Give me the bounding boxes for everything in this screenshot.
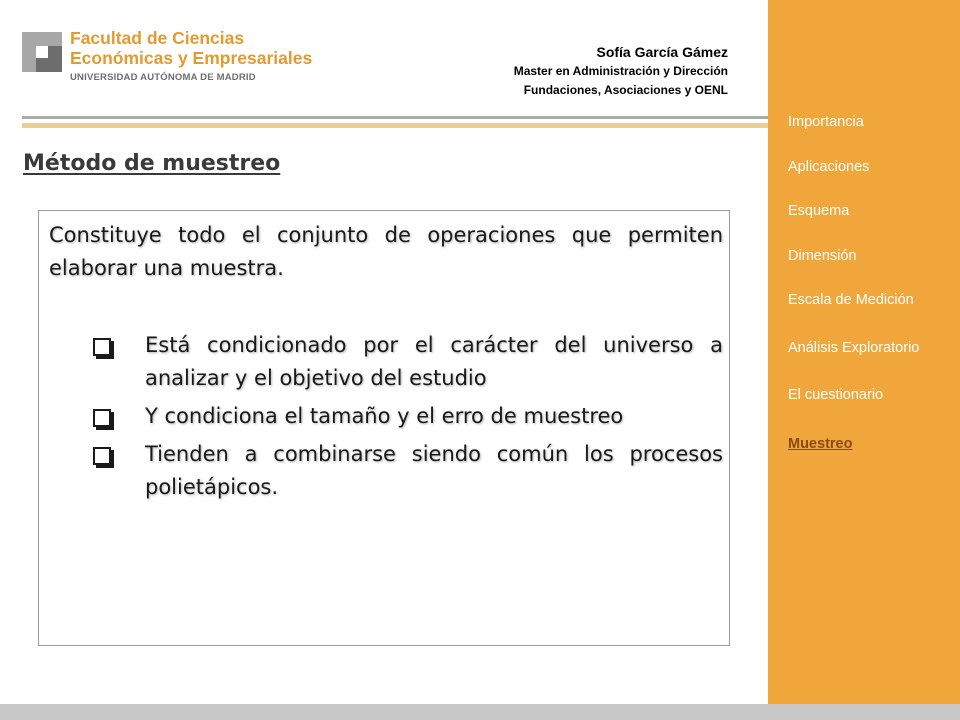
content-box bbox=[38, 210, 730, 646]
bullet-item bbox=[93, 329, 723, 395]
logo-text-line1: Facultad de Ciencias bbox=[70, 28, 245, 48]
sidebar-item-aplicaciones[interactable]: Aplicaciones bbox=[788, 159, 870, 175]
sidebar-nav bbox=[768, 0, 960, 704]
bullet-item bbox=[93, 438, 723, 504]
header-divider-gray bbox=[22, 116, 768, 119]
author-name: Sofía García Gámez bbox=[596, 44, 728, 60]
faculty-logo-mark-icon bbox=[22, 32, 62, 72]
bullet-list bbox=[93, 329, 723, 509]
author-block bbox=[514, 42, 728, 100]
logo-university-name: UNIVERSIDAD AUTÓNOMA DE MADRID bbox=[70, 72, 256, 83]
bullet-text: Tienden a combinarse siendo común los procesos polietápicos. bbox=[145, 442, 723, 499]
logo-text-line2: Económicas y Empresariales bbox=[70, 48, 313, 68]
sidebar-item-esquema[interactable]: Esquema bbox=[788, 203, 850, 219]
sidebar-item-el-cuestionario[interactable]: El cuestionario bbox=[788, 387, 884, 403]
intro-paragraph: Constituye todo el conjunto de operaciones que permiten elaborar una muestra. bbox=[49, 223, 723, 280]
sidebar-item-dimension[interactable]: Dimensión bbox=[788, 248, 857, 264]
bullet-text: Y condiciona el tamaño y el erro de muestreo bbox=[145, 404, 624, 428]
checkbox-bullet-icon bbox=[93, 409, 111, 427]
sidebar-item-analisis-exploratorio[interactable]: Análisis Exploratorio bbox=[788, 340, 920, 356]
slide-title: Método de muestreo bbox=[23, 151, 281, 176]
bullet-text: Está condicionado por el carácter del universo a analizar y el objetivo del estudio bbox=[145, 333, 723, 390]
sidebar-item-escala-de-medicion[interactable]: Escala de Medición bbox=[788, 292, 914, 308]
sidebar-item-muestreo[interactable]: Muestreo bbox=[788, 436, 853, 452]
checkbox-bullet-icon bbox=[93, 447, 111, 465]
faculty-logo bbox=[22, 28, 322, 98]
checkbox-bullet-icon bbox=[93, 338, 111, 356]
header-divider-tan bbox=[22, 123, 768, 128]
author-program-line1: Master en Administración y Dirección bbox=[513, 64, 728, 78]
sidebar-item-importancia[interactable]: Importancia bbox=[788, 114, 864, 130]
bullet-item bbox=[93, 400, 723, 433]
footer-strip bbox=[0, 704, 960, 720]
author-program-line2: Fundaciones, Asociaciones y OENL bbox=[523, 83, 728, 97]
